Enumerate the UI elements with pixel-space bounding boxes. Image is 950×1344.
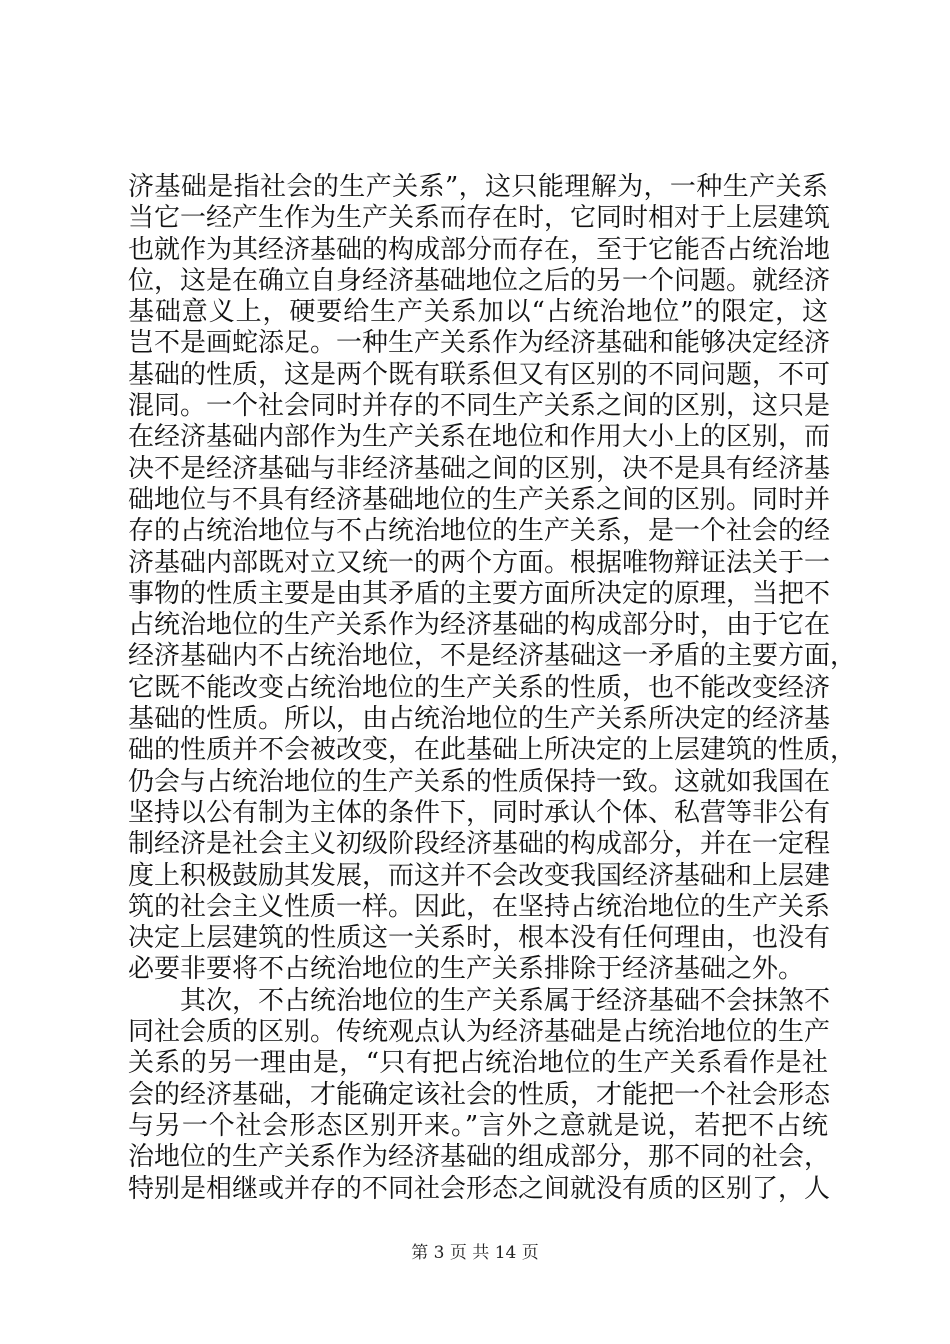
- text-line: 础地位与不具有经济基础地位的生产关系之间的区别。同时并: [128, 484, 831, 515]
- text-line: 济基础内部既对立又统一的两个方面。根据唯物辩证法关于一: [128, 547, 831, 578]
- text-line: 坚持以公有制为主体的条件下，同时承认个体、私营等非公有: [128, 797, 831, 828]
- text-line: 仍会与占统治地位的生产关系的性质保持一致。这就如我国在: [128, 766, 831, 797]
- text-line: 基础的性质，这是两个既有联系但又有区别的不同问题，不可: [128, 359, 831, 390]
- paragraph-first-line: 其次，不占统治地位的生产关系属于经济基础不会抹煞不: [180, 985, 831, 1016]
- text-line: 在经济基础内部作为生产关系在地位和作用大小上的区别，而: [128, 422, 831, 453]
- text-line: 位，这是在确立自身经济基础地位之后的另一个问题。就经济: [128, 265, 831, 296]
- text-line: 它既不能改变占统治地位的生产关系的性质，也不能改变经济: [128, 672, 831, 703]
- text-line: 决不是经济基础与非经济基础之间的区别，决不是具有经济基: [128, 453, 831, 484]
- text-line: 同社会质的区别。传统观点认为经济基础是占统治地位的生产: [128, 1017, 831, 1048]
- text-line: 度上积极鼓励其发展，而这并不会改变我国经济基础和上层建: [128, 860, 831, 891]
- text-line: 济基础是指社会的生产关系”，这只能理解为，一种生产关系: [128, 172, 828, 202]
- text-line: 基础意义上，硬要给生产关系加以“占统治地位”的限定，这: [128, 297, 828, 328]
- text-line: 治地位的生产关系作为经济基础的组成部分，那不同的社会，: [128, 1142, 831, 1173]
- text-line: 经济基础内不占统治地位，不是经济基础这一矛盾的主要方面，: [128, 641, 857, 672]
- text-line: 必要非要将不占统治地位的生产关系排除于经济基础之外。: [128, 954, 805, 985]
- page-number-footer: 第 3 页 共 14 页: [411, 1243, 539, 1263]
- text-line: 会的经济基础，才能确定该社会的性质，才能把一个社会形态: [128, 1079, 831, 1110]
- text-line: 础的性质并不会被改变，在此基础上所决定的上层建筑的性质，: [128, 735, 857, 766]
- text-line: 筑的社会主义性质一样。因此，在坚持占统治地位的生产关系: [128, 891, 831, 922]
- text-line: 特别是相继或并存的不同社会形态之间就没有质的区别了，人: [128, 1173, 831, 1204]
- text-line: 制经济是社会主义初级阶段经济基础的构成部分，并在一定程: [128, 829, 831, 860]
- text-line: 决定上层建筑的性质这一关系时，根本没有任何理由，也没有: [128, 923, 831, 954]
- text-line: 基础的性质。所以，由占统治地位的生产关系所决定的经济基: [128, 704, 831, 735]
- text-line: 关系的另一理由是，“只有把占统治地位的生产关系看作是社: [128, 1048, 828, 1079]
- text-line: 混同。一个社会同时并存的不同生产关系之间的区别，这只是: [128, 391, 831, 422]
- text-line: 存的占统治地位与不占统治地位的生产关系，是一个社会的经: [128, 516, 831, 547]
- text-line: 与另一个社会形态区别开来。”言外之意就是说，若把不占统: [128, 1110, 828, 1141]
- text-line: 占统治地位的生产关系作为经济基础的构成部分时，由于它在: [128, 610, 831, 641]
- text-line: 也就作为其经济基础的构成部分而存在，至于它能否占统治地: [128, 234, 831, 265]
- text-line: 事物的性质主要是由其矛盾的主要方面所决定的原理，当把不: [128, 578, 831, 609]
- text-line: 当它一经产生作为生产关系而存在时，它同时相对于上层建筑: [128, 203, 831, 234]
- text-line: 岂不是画蛇添足。一种生产关系作为经济基础和能够决定经济: [128, 328, 831, 359]
- body-text: [128, 172, 857, 1205]
